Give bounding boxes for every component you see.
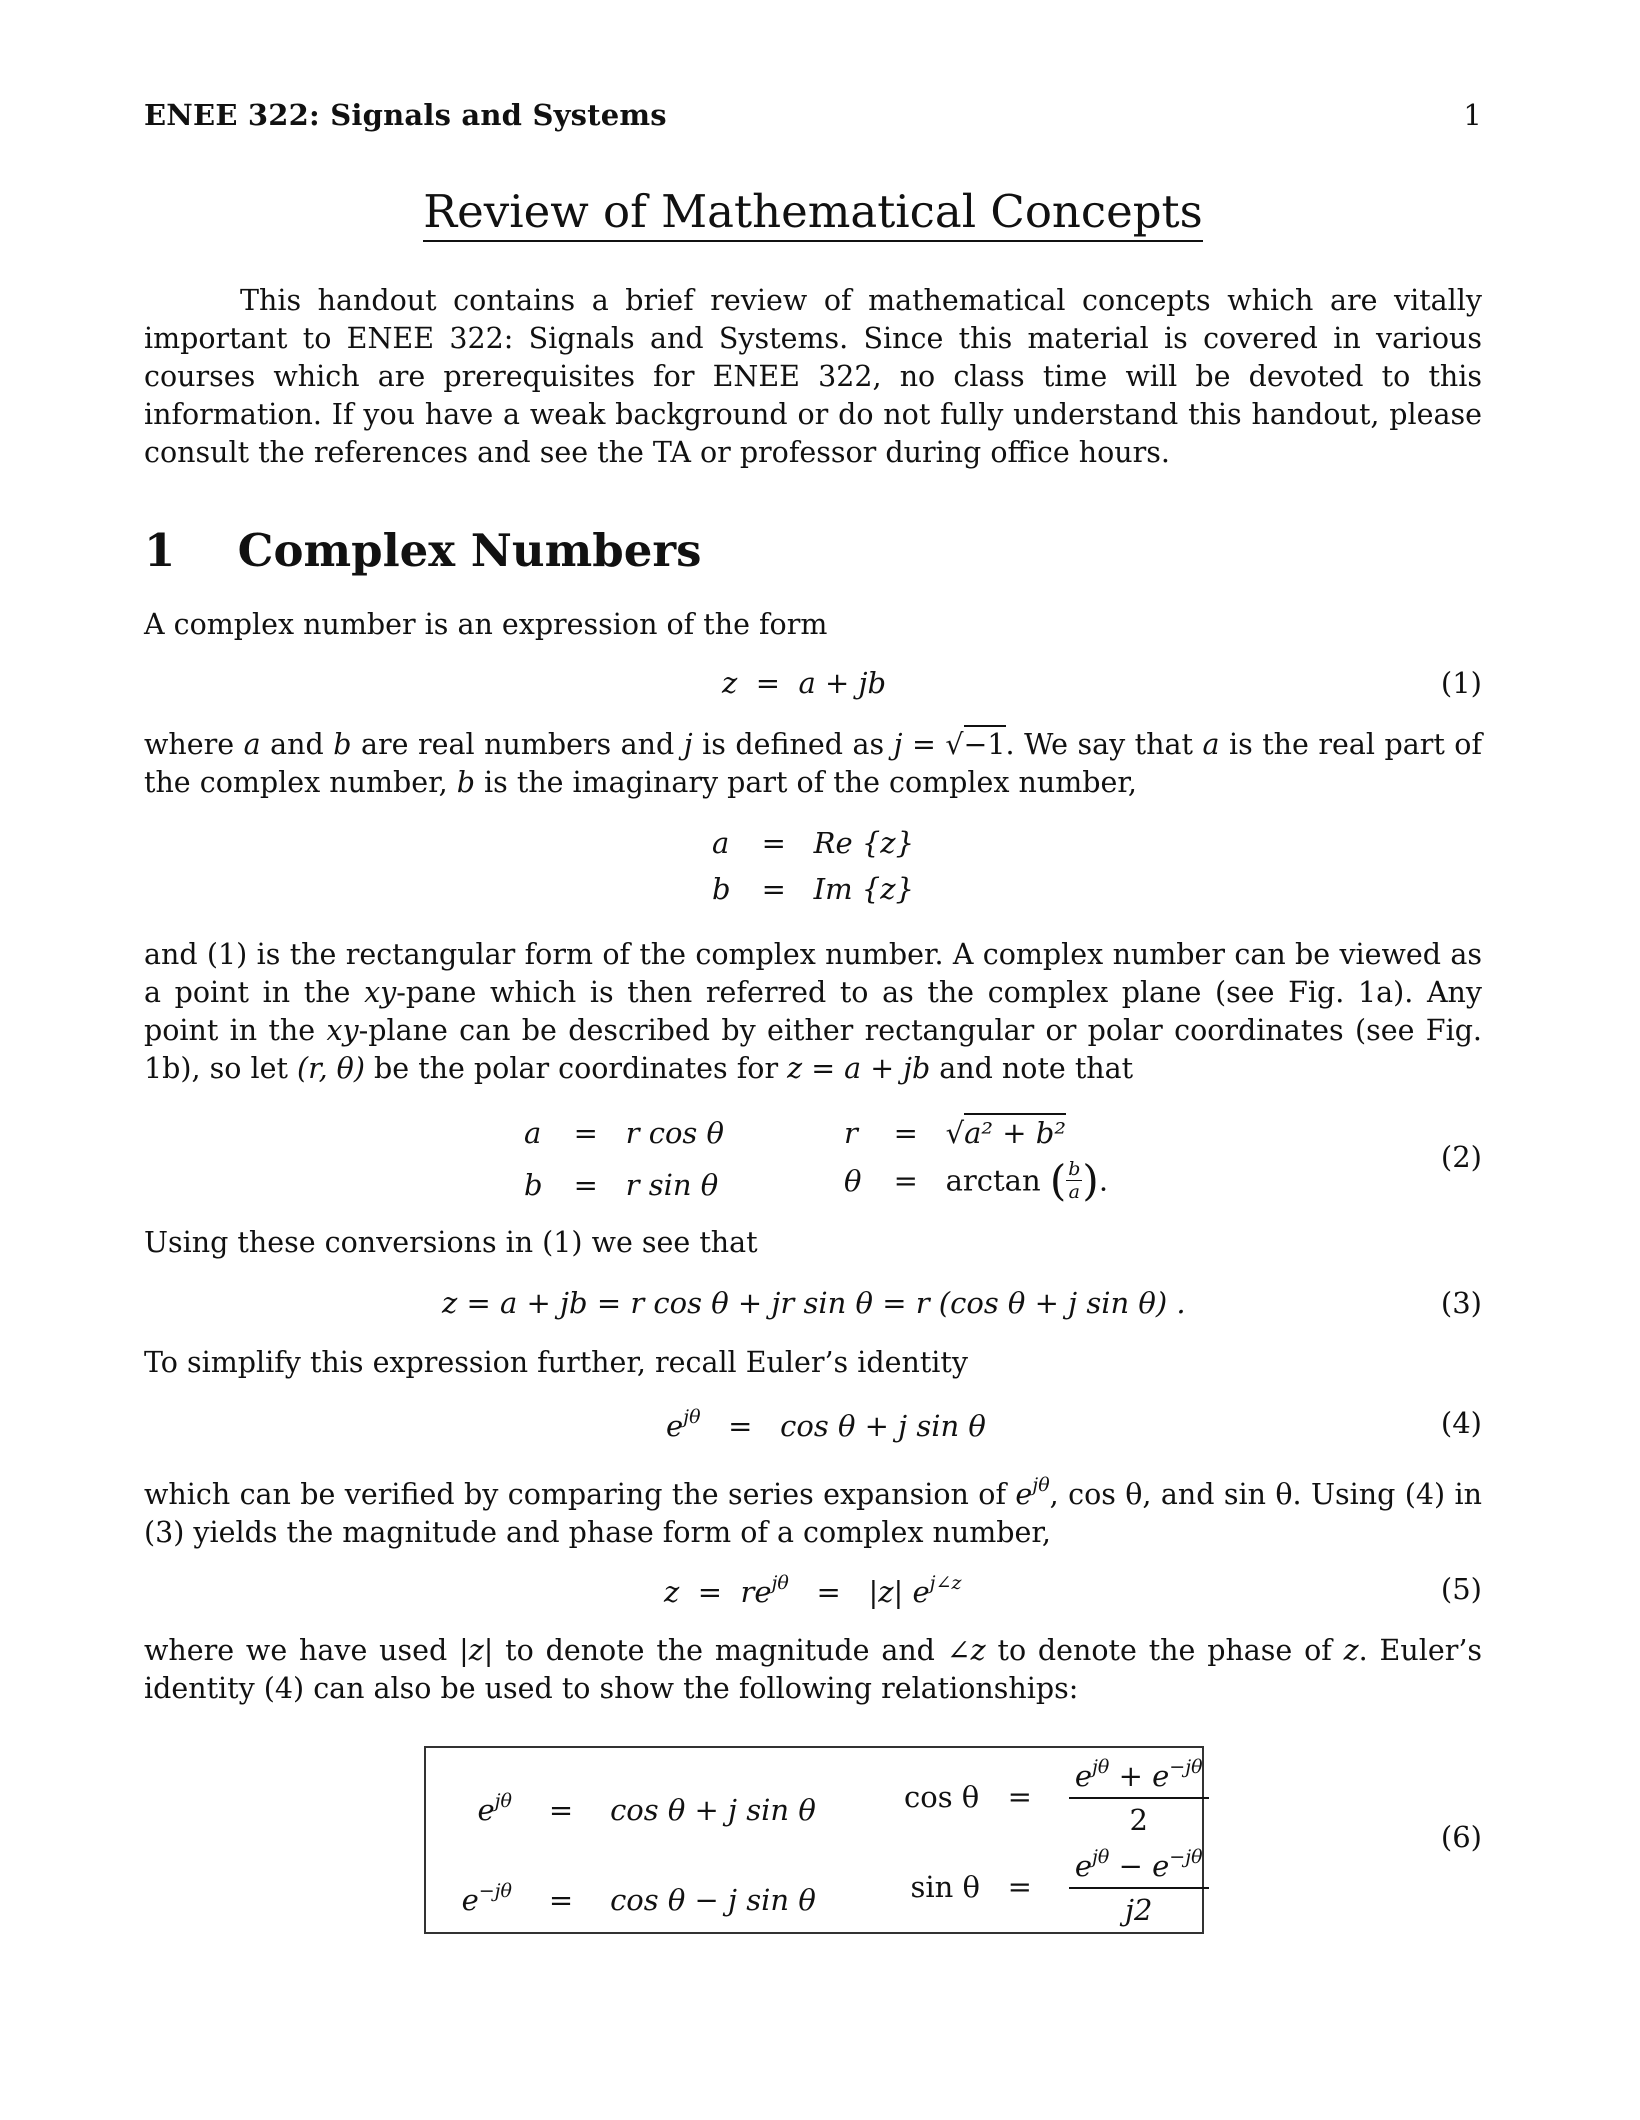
document-title: Review of Mathematical Concepts [144, 182, 1482, 242]
paragraph-6: which can be verified by comparing the series expansion of $e^{j\theta}$, cos θ, and sin θ. Using (4) in (3) yields the magnitude and phase form of a complex number, [144, 1474, 1482, 1549]
cosine-identity: cos θ = $\frac{e^{j\theta} + e^{-j\theta}}{2}$ [904, 1756, 1209, 1837]
euler-forward: $e^{j\theta}$ = cos θ + j sin θ [477, 1790, 816, 1827]
paragraph-3: and (1) is the rectangular form of the complex number. A complex number can be viewed as a point in the xy-pane which is then referred to as the complex plane (see Fig. 1a). Any point in the xy-plane can be described by either rectangular or polar coordinates (see Fig. 1b), so let (r, θ) be the polar coordinates for z = a + jb and note that [144, 938, 1482, 1085]
equation-2-b: b = r sin θ [524, 1168, 719, 1202]
course-title: ENEE 322: Signals and Systems [144, 98, 667, 132]
paragraph-1: A complex number is an expression of the form [144, 608, 828, 641]
euler-backward: $e^{-j\theta}$ = cos θ − j sin θ [461, 1880, 816, 1917]
equation-5-number: (5) [1440, 1572, 1482, 1606]
document-page [144, 0, 1482, 2120]
equation-3: z = a + jb = r cos θ + jr sin θ = r (cos θ + j sin θ) . [442, 1286, 1186, 1320]
equation-1-number: (1) [1440, 666, 1482, 700]
equation-2-r: r = √a² + b² [844, 1116, 1066, 1150]
paragraph-5: To simplify this expression further, recall Euler’s identity [144, 1346, 968, 1379]
paragraph-7: where we have used |z| to denote the magnitude and ∠z to denote the phase of z. Euler’s identity (4) can also be used to show the following relationships: [144, 1634, 1483, 1705]
intro-paragraph: This handout contains a brief review of mathematical concepts which are vitally important to ENEE 322: Signals and Systems. Since this material is covered in various courses which are prerequisites for ENEE 322, no class time will be devoted to this information. If you have a weak background or do not fully understand this handout, please consult the references and see the TA or professor during office hours. [144, 284, 1482, 469]
equation-1: z = a + jb [722, 666, 887, 700]
equation-4-number: (4) [1440, 1406, 1482, 1440]
equation-2-theta: θ = arctan ( $\frac{b}{a}$ ). [844, 1156, 1109, 1205]
paragraph-2: where a and b are real numbers and j is defined as j = √−1. We say that a is the real part of the complex number, b is the imaginary part of the complex number, [144, 726, 1482, 802]
equation-6-number: (6) [1440, 1820, 1482, 1854]
equation-4: $e^{j\theta}$ = cos θ + j sin θ [666, 1406, 986, 1443]
real-part-equation: a = Re {z} [712, 826, 915, 860]
equation-3-number: (3) [1440, 1286, 1482, 1320]
sqrt-expression: j = √−1 [894, 725, 1006, 761]
equation-2-number: (2) [1440, 1140, 1482, 1174]
section-number: 1 [144, 524, 176, 577]
running-head [144, 98, 1482, 132]
imag-part-equation: b = Im {z} [712, 872, 914, 906]
equation-5: $z = re^{j\theta}$ = |z| $e^{j\angle z}$ [664, 1572, 962, 1609]
page-number: 1 [1463, 98, 1482, 132]
paragraph-4: Using these conversions in (1) we see that [144, 1226, 758, 1259]
section-heading [144, 524, 701, 577]
sine-identity: sin θ = $\frac{e^{j\theta} - e^{-j\theta}}{j2}$ [904, 1846, 1209, 1927]
euler-relationships-box [424, 1746, 1204, 1934]
section-title: Complex Numbers [237, 524, 702, 577]
equation-2-a: a = r cos θ [524, 1116, 724, 1150]
